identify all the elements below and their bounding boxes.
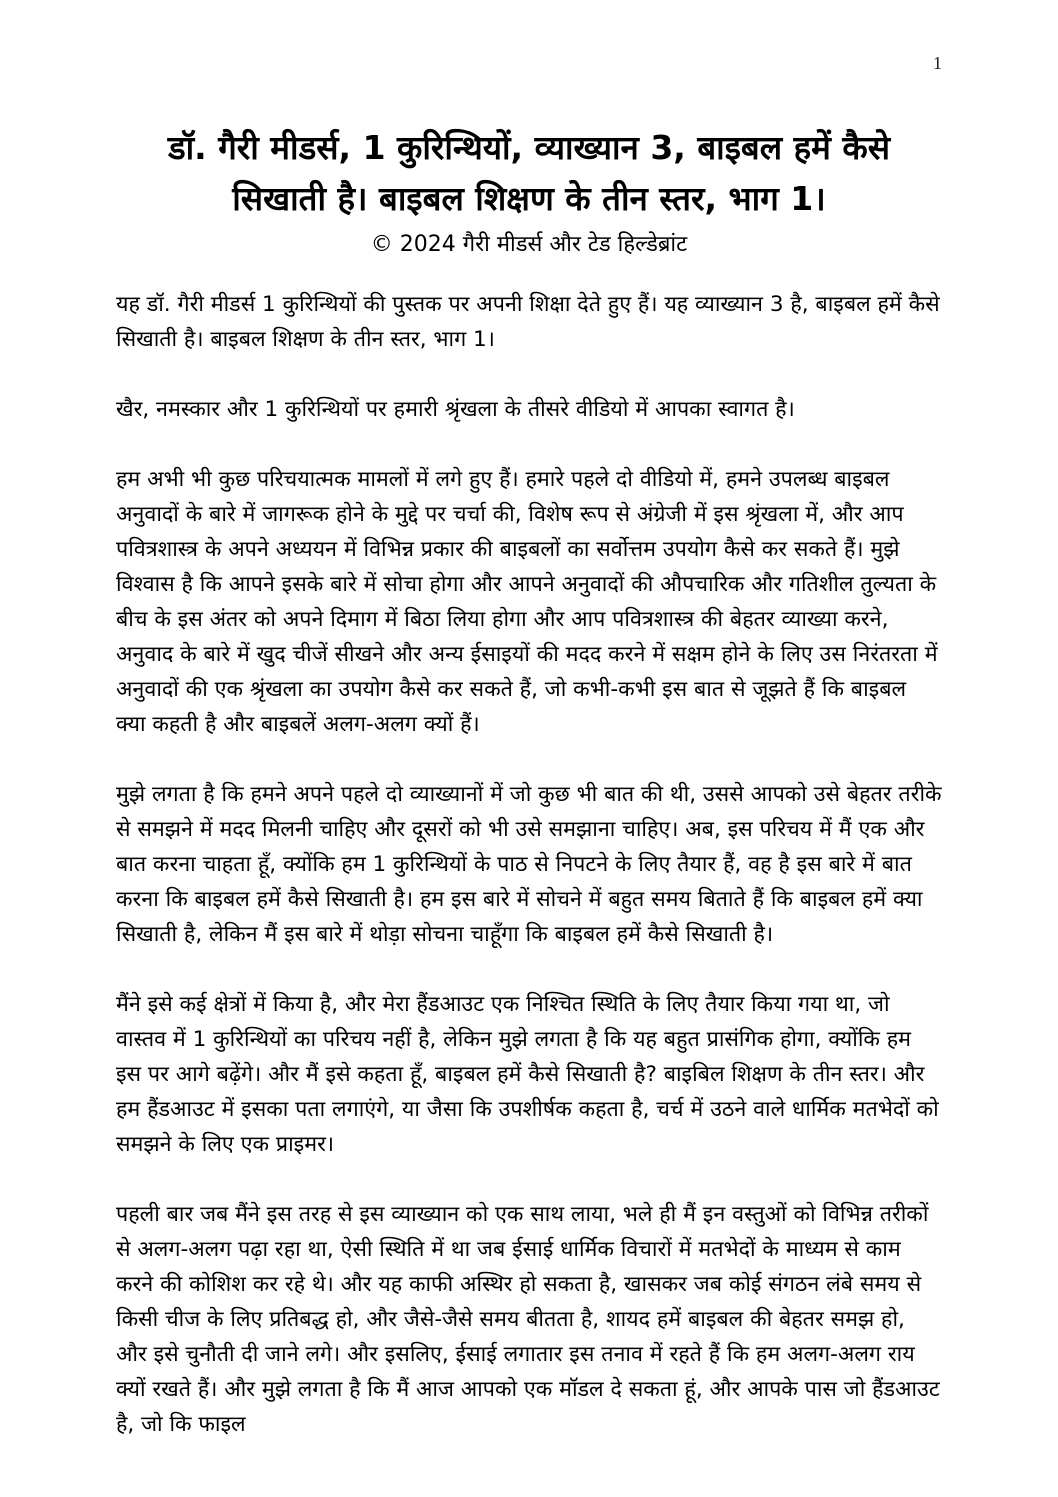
paragraph: पहली बार जब मैंने इस तरह से इस व्याख्यान को एक साथ लाया, भले ही मैं इन वस्तुओं को विभिन्न तरीकों से अलग-अलग पढ़ा रहा था, ऐसी स्थिति में था जब ईसाई धार्मिक विचारों में मतभेदों के माध्यम से काम करने की कोशिश कर रहे थे। और यह काफी अस्थिर हो सकता है, खासकर जब कोई संगठन लंबे समय से किसी चीज के लिए प्रतिबद्ध हो, और जैसे-जैसे समय बीतता है, शायद हमें बाइबल की बेहतर समझ हो, और इसे चुनौती दी जाने लगे। और इसलिए, ईसाई लगातार इस तनाव में रहते हैं कि हम अलग-अलग राय क्यों रखते हैं। और मुझे लगता है कि मैं आज आपको एक मॉडल दे सकता हूं, और आपके पास जो हैंडआउट है, जो कि फाइल: [116, 1202, 940, 1438]
page-number: 1: [933, 53, 942, 73]
paragraph: यह डॉ. गैरी मीडर्स 1 कुरिन्थियों की पुस्तक पर अपनी शिक्षा देते हुए हैं। यह व्याख्यान 3 है, बाइबल हमें कैसे सिखाती है। बाइबल शिक्षण के तीन स्तर, भाग 1।: [116, 292, 940, 353]
paragraph: हम अभी भी कुछ परिचयात्मक मामलों में लगे हुए हैं। हमारे पहले दो वीडियो में, हमने उपलब्ध बाइबल अनुवादों के बारे में जागरूक होने के मुद्दे पर चर्चा की, विशेष रूप से अंग्रेजी में इस श्रृंखला में, और आप पवित्रशास्त्र के अपने अध्ययन में विभिन्न प्रकार की बाइबलों का सर्वोत्तम उपयोग कैसे कर सकते हैं। मुझे विश्वास है कि आपने इसके बारे में सोचा होगा और आपने अनुवादों की औपचारिक और गतिशील तुल्यता के बीच के इस अंतर को अपने दिमाग में बिठा लिया होगा और आप पवित्रशास्त्र की बेहतर व्याख्या करने, अनुवाद के बारे में खुद चीजें सीखने और अन्य ईसाइयों की मदद करने में सक्षम होने के लिए उस निरंतरता में अनुवादों की एक श्रृंखला का उपयोग कैसे कर सकते हैं, जो कभी-कभी इस बात से जूझते हैं कि बाइबल क्या कहती है और बाइबलें अलग-अलग क्यों हैं।: [116, 467, 938, 738]
paragraph: खैर, नमस्कार और 1 कुरिन्थियों पर हमारी श्रृंखला के तीसरे वीडियो में आपका स्वागत है।: [116, 397, 795, 423]
document-body: [116, 287, 942, 1442]
document-title: डॉ. गैरी मीडर्स, 1 कुरिन्थियों, व्याख्यान 3, बाइबल हमें कैसे सिखाती है। बाइबल शिक्षण के तीन स्तर, भाग 1।: [167, 128, 891, 219]
paragraph: मैंने इसे कई क्षेत्रों में किया है, और मेरा हैंडआउट एक निश्चित स्थिति के लिए तैयार किया गया था, जो वास्तव में 1 कुरिन्थियों का परिचय नहीं है, लेकिन मुझे लगता है कि यह बहुत प्रासंगिक होगा, क्योंकि हम इस पर आगे बढ़ेंगे। और मैं इसे कहता हूँ, बाइबल हमें कैसे सिखाती है? बाइबिल शिक्षण के तीन स्तर। और हम हैंडआउट में इसका पता लगाएंगे, या जैसा कि उपशीर्षक कहता है, चर्च में उठने वाले धार्मिक मतभेदों को समझने के लिए एक प्राइमर।: [116, 992, 939, 1158]
paragraph: मुझे लगता है कि हमने अपने पहले दो व्याख्यानों में जो कुछ भी बात की थी, उससे आपको उसे बेहतर तरीके से समझने में मदद मिलनी चाहिए और दूसरों को भी उसे समझाना चाहिए। अब, इस परिचय में मैं एक और बात करना चाहता हूँ, क्योंकि हम 1 कुरिन्थियों के पाठ से निपटने के लिए तैयार हैं, वह है इस बारे में बात करना कि बाइबल हमें कैसे सिखाती है। हम इस बारे में सोचने में बहुत समय बिताते हैं कि बाइबल हमें क्या सिखाती है, लेकिन मैं इस बारे में थोड़ा सोचना चाहूँगा कि बाइबल हमें कैसे सिखाती है।: [116, 782, 942, 948]
copyright-line: © 2024 गैरी मीडर्स और टेड हिल्डेब्रांट: [370, 232, 688, 258]
